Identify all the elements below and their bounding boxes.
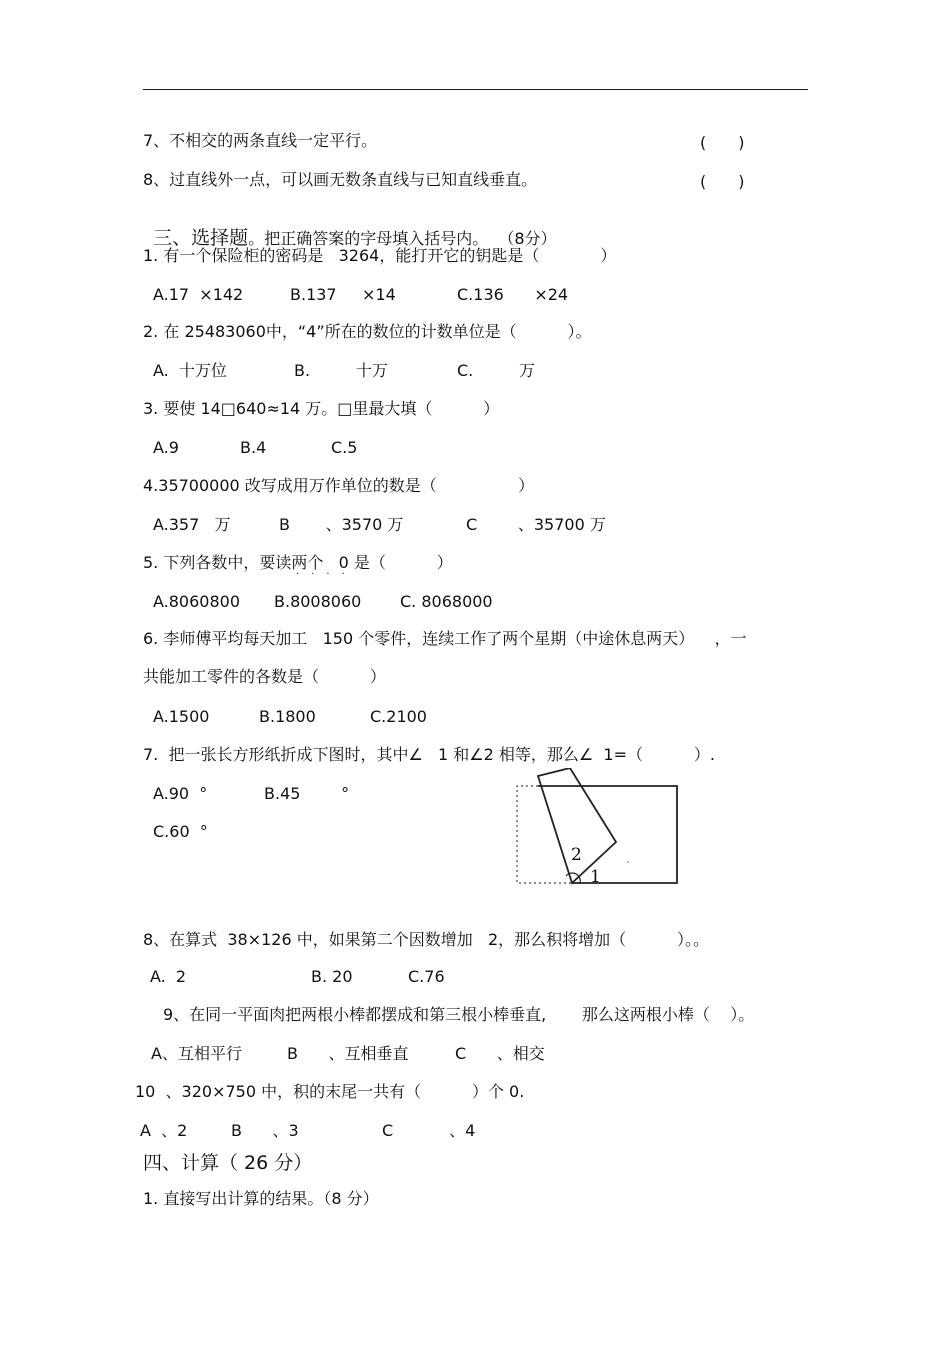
judge-q7-answer-paren[interactable]: ( ) xyxy=(700,133,745,152)
q2-option-b[interactable]: B. 十万 xyxy=(294,361,388,380)
angle-1-label: 1 xyxy=(590,867,601,887)
q9-option-c[interactable]: C 、相交 xyxy=(455,1044,545,1063)
q10-option-b[interactable]: B 、3 xyxy=(231,1121,299,1140)
emphasis-dots: ···· xyxy=(296,569,357,580)
q8-option-c[interactable]: C.76 xyxy=(408,967,445,986)
q8-option-b[interactable]: B. 20 xyxy=(311,967,353,986)
q5-option-c[interactable]: C. 8068000 xyxy=(400,592,493,611)
q5-option-b[interactable]: B.8008060 xyxy=(274,592,362,611)
header-rule xyxy=(143,89,808,90)
q7-option-b[interactable]: B.45 ° xyxy=(264,784,350,803)
question-1: 1. 有一个保险柜的密码是 3264，能打开它的钥匙是（ ） xyxy=(143,246,617,265)
judge-q7: 7、不相交的两条直线一定平行。 xyxy=(143,131,378,150)
question-6-cont: 共能加工零件的各数是（ ） xyxy=(143,667,386,686)
q2-option-c[interactable]: C. 万 xyxy=(457,361,536,380)
question-6: 6. 李师傅平均每天加工 150 个零件，连续工作了两个星期（中途休息两天） ，一 xyxy=(143,629,747,648)
section3-title: 三、选择题 xyxy=(153,227,249,249)
section4-sub1: 1. 直接写出计算的结果。（8 分） xyxy=(143,1189,379,1208)
q1-option-a[interactable]: A.17 ×142 xyxy=(153,285,244,304)
q3-option-a[interactable]: A.9 xyxy=(153,438,179,457)
q3-option-c[interactable]: C.5 xyxy=(331,438,358,457)
q9-option-a[interactable]: A、互相平行 xyxy=(151,1044,242,1063)
question-5: 5. 下列各数中，要读两个 0 是（ ） xyxy=(143,553,453,572)
q3-option-b[interactable]: B.4 xyxy=(240,438,267,457)
dotted-outline xyxy=(517,786,572,883)
q6-option-b[interactable]: B.1800 xyxy=(259,707,316,726)
q6-option-c[interactable]: C.2100 xyxy=(370,707,427,726)
q5-option-a[interactable]: A.8060800 xyxy=(153,592,241,611)
q7-option-c[interactable]: C.60 ° xyxy=(153,822,208,841)
section3-heading xyxy=(143,205,557,250)
judge-q8: 8、过直线外一点，可以画无数条直线与已知直线垂直。 xyxy=(143,170,538,189)
q1-option-c[interactable]: C.136 ×24 xyxy=(457,285,569,304)
q2-option-a[interactable]: A. 十万位 xyxy=(153,361,227,380)
folded-rectangle-figure xyxy=(510,768,690,893)
q9-option-b[interactable]: B 、互相垂直 xyxy=(287,1044,409,1063)
question-7: 7. 把一张长方形纸折成下图时，其中∠ 1 和∠2 相等，那么∠ 1=（ ）. xyxy=(143,745,715,764)
section4-title: 四、计算（ 26 分） xyxy=(143,1152,313,1174)
question-3: 3. 要使 14□640≈14 万。□里最大填（ ） xyxy=(143,399,500,418)
angle-2-label: 2 xyxy=(571,845,582,865)
q4-option-a[interactable]: A.357 万 xyxy=(153,515,231,534)
section3-instruction: 。把正确答案的字母填入括号内。 （8分） xyxy=(248,229,557,248)
q4-option-c[interactable]: C 、35700 万 xyxy=(466,515,606,534)
judge-q8-answer-paren[interactable]: ( ) xyxy=(700,172,745,191)
speck xyxy=(627,861,629,863)
q4-option-b[interactable]: B 、3570 万 xyxy=(279,515,404,534)
q10-option-a[interactable]: A 、2 xyxy=(140,1121,188,1140)
question-2: 2. 在 25483060中，“4”所在的数位的计数单位是（ ）。 xyxy=(143,322,592,341)
q6-option-a[interactable]: A.1500 xyxy=(153,707,210,726)
q7-option-a[interactable]: A.90 ° xyxy=(153,784,208,803)
q10-option-c[interactable]: C 、4 xyxy=(382,1121,476,1140)
question-4: 4.35700000 改写成用万作单位的数是（ ） xyxy=(143,476,535,495)
question-9: 9、在同一平面肉把两根小棒都摆成和第三根小棒垂直, 那么这两根小棒（ ）。 xyxy=(163,1005,755,1024)
question-10: 10 、320×750 中，积的末尾一共有（ ）个 0. xyxy=(135,1082,525,1101)
rectangle-outline xyxy=(538,786,677,883)
q1-option-b[interactable]: B.137 ×14 xyxy=(290,285,396,304)
question-8: 8、在算式 38×126 中，如果第二个因数增加 2，那么积将增加（ ）。。 xyxy=(143,930,710,949)
q8-option-a[interactable]: A. 2 xyxy=(150,967,187,986)
